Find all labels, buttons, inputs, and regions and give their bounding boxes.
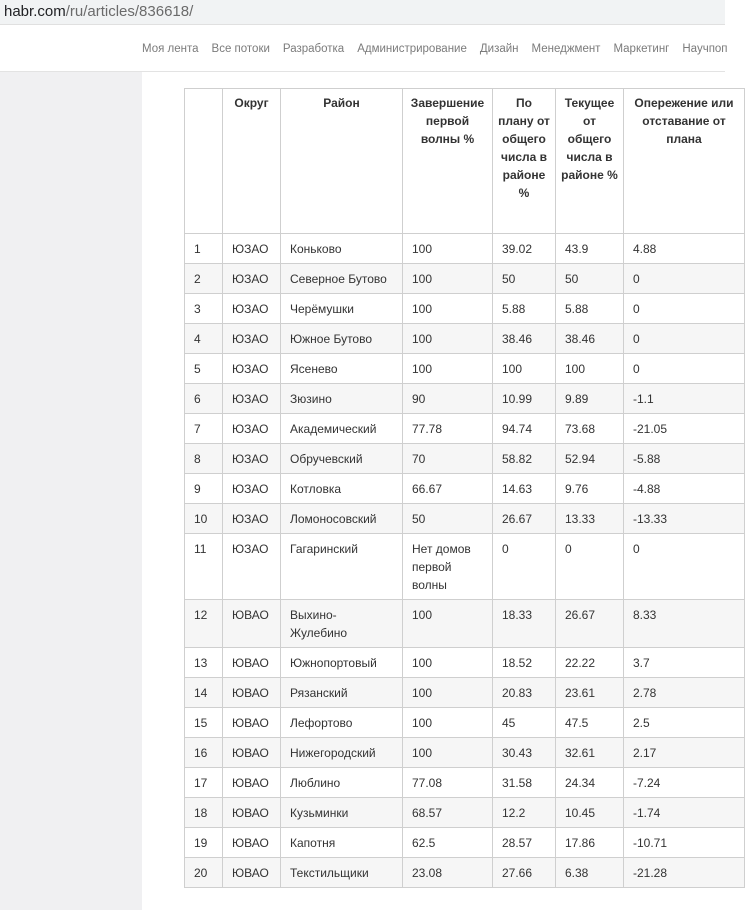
table-cell: 18 [185, 798, 223, 828]
table-row [185, 678, 745, 708]
table-cell: 8 [185, 444, 223, 474]
table-cell: ЮЗАО [223, 504, 281, 534]
table-cell: Коньково [281, 234, 403, 264]
table-cell: 100 [556, 354, 624, 384]
table-cell: Люблино [281, 768, 403, 798]
table-cell: 73.68 [556, 414, 624, 444]
table-row [185, 768, 745, 798]
table-scroll-area[interactable] [184, 88, 734, 918]
table-cell: 94.74 [493, 414, 556, 444]
table-cell: 50 [493, 264, 556, 294]
table-cell: 0 [624, 324, 745, 354]
url-host: habr.com [4, 3, 66, 20]
table-cell: 12 [185, 600, 223, 648]
table-cell: ЮВАО [223, 768, 281, 798]
table-row [185, 264, 745, 294]
table-cell: 100 [403, 354, 493, 384]
table-cell: 23.08 [403, 858, 493, 888]
table-cell: 9.89 [556, 384, 624, 414]
table-cell: 0 [493, 534, 556, 600]
table-row [185, 444, 745, 474]
table-cell: 18.52 [493, 648, 556, 678]
table-row [185, 648, 745, 678]
table-cell: Ломоносовский [281, 504, 403, 534]
table-cell: 100 [403, 648, 493, 678]
top-navigation [0, 25, 728, 72]
table-cell: 9 [185, 474, 223, 504]
table-cell: 18.33 [493, 600, 556, 648]
table-row [185, 858, 745, 888]
nav-item-2[interactable]: Разработка [282, 43, 345, 55]
table-cell: Выхино-Жулебино [281, 600, 403, 648]
table-row [185, 354, 745, 384]
table-cell: 0 [624, 354, 745, 384]
nav-item-1[interactable]: Все потоки [211, 43, 270, 55]
table-cell: 3 [185, 294, 223, 324]
table-cell: 77.78 [403, 414, 493, 444]
table-cell: 24.34 [556, 768, 624, 798]
table-cell: ЮЗАО [223, 234, 281, 264]
table-cell: 47.5 [556, 708, 624, 738]
table-row [185, 414, 745, 444]
table-cell: 100 [403, 738, 493, 768]
table-row [185, 474, 745, 504]
table-cell: 19 [185, 828, 223, 858]
table-cell: 20 [185, 858, 223, 888]
table-cell: 90 [403, 384, 493, 414]
table-cell: 11 [185, 534, 223, 600]
table-cell: 100 [493, 354, 556, 384]
table-cell: -21.28 [624, 858, 745, 888]
table-cell: 5.88 [493, 294, 556, 324]
table-cell: 27.66 [493, 858, 556, 888]
table-row [185, 708, 745, 738]
table-cell: 100 [403, 264, 493, 294]
table-cell: 13 [185, 648, 223, 678]
table-cell: 12.2 [493, 798, 556, 828]
table-cell: ЮВАО [223, 648, 281, 678]
table-row [185, 324, 745, 354]
column-header-5[interactable]: Текущее от общего числа в районе % [556, 89, 624, 234]
table-cell: 10 [185, 504, 223, 534]
table-cell: 5 [185, 354, 223, 384]
table-cell: ЮЗАО [223, 324, 281, 354]
table-cell: ЮЗАО [223, 354, 281, 384]
table-row [185, 828, 745, 858]
table-cell: 45 [493, 708, 556, 738]
table-cell: 14.63 [493, 474, 556, 504]
table-cell: 4.88 [624, 234, 745, 264]
table-cell: Лефортово [281, 708, 403, 738]
table-cell: ЮЗАО [223, 264, 281, 294]
table-cell: 100 [403, 678, 493, 708]
table-cell: 7 [185, 414, 223, 444]
table-cell: Текстильщики [281, 858, 403, 888]
table-cell: 38.46 [493, 324, 556, 354]
table-cell: 100 [403, 234, 493, 264]
table-cell: 100 [403, 324, 493, 354]
table-cell: 70 [403, 444, 493, 474]
table-cell: 4 [185, 324, 223, 354]
table-cell: 31.58 [493, 768, 556, 798]
table-cell: ЮЗАО [223, 534, 281, 600]
table-cell: ЮВАО [223, 678, 281, 708]
table-cell: 2.78 [624, 678, 745, 708]
article-content [142, 72, 734, 910]
table-cell: 100 [403, 294, 493, 324]
table-cell: 32.61 [556, 738, 624, 768]
table-cell: 62.5 [403, 828, 493, 858]
table-row [185, 384, 745, 414]
url-path: /ru/articles/836618/ [65, 3, 194, 20]
table-cell: 23.61 [556, 678, 624, 708]
table-cell: Обручевский [281, 444, 403, 474]
table-cell: 50 [403, 504, 493, 534]
column-header-3[interactable]: Завершение первой волны % [403, 89, 493, 234]
table-row [185, 738, 745, 768]
table-cell: -13.33 [624, 504, 745, 534]
table-cell: 10.45 [556, 798, 624, 828]
table-cell: 0 [556, 534, 624, 600]
column-header-6[interactable]: Опережение или отставание от плана [624, 89, 745, 234]
table-cell: Гагаринский [281, 534, 403, 600]
table-cell: Нет домов первой волны [403, 534, 493, 600]
table-cell: -7.24 [624, 768, 745, 798]
table-cell: Нижегородский [281, 738, 403, 768]
table-cell: 100 [403, 600, 493, 648]
table-cell: Кузьминки [281, 798, 403, 828]
table-cell: -1.74 [624, 798, 745, 828]
nav-item-5[interactable]: Менеджмент [531, 43, 601, 55]
address-bar[interactable] [0, 0, 725, 25]
table-cell: -5.88 [624, 444, 745, 474]
nav-item-7[interactable]: Научпоп [682, 43, 728, 55]
table-cell: 30.43 [493, 738, 556, 768]
table-cell: 2.5 [624, 708, 745, 738]
table-cell: 3.7 [624, 648, 745, 678]
table-cell: 26.67 [556, 600, 624, 648]
table-cell: 22.22 [556, 648, 624, 678]
table-cell: -4.88 [624, 474, 745, 504]
table-cell: 15 [185, 708, 223, 738]
table-cell: ЮВАО [223, 858, 281, 888]
table-cell: ЮВАО [223, 738, 281, 768]
table-cell: 17.86 [556, 828, 624, 858]
table-cell: ЮЗАО [223, 414, 281, 444]
table-cell: 1 [185, 234, 223, 264]
table-cell: 2 [185, 264, 223, 294]
table-row [185, 504, 745, 534]
table-cell: 13.33 [556, 504, 624, 534]
districts-table [184, 88, 745, 888]
table-cell: ЮЗАО [223, 294, 281, 324]
table-cell: 9.76 [556, 474, 624, 504]
table-cell: ЮВАО [223, 708, 281, 738]
nav-item-4[interactable]: Дизайн [479, 43, 519, 55]
table-cell: Котловка [281, 474, 403, 504]
table-cell: Рязанский [281, 678, 403, 708]
table-cell: Южнопортовый [281, 648, 403, 678]
table-cell: 100 [403, 708, 493, 738]
table-cell: ЮЗАО [223, 384, 281, 414]
table-cell: 17 [185, 768, 223, 798]
table-header-row [185, 89, 745, 234]
table-cell: Ясенево [281, 354, 403, 384]
table-cell: 6.38 [556, 858, 624, 888]
table-cell: -21.05 [624, 414, 745, 444]
table-cell: 58.82 [493, 444, 556, 474]
table-cell: 16 [185, 738, 223, 768]
table-cell: Черёмушки [281, 294, 403, 324]
table-cell: 0 [624, 294, 745, 324]
table-row [185, 798, 745, 828]
table-cell: 2.17 [624, 738, 745, 768]
table-cell: ЮВАО [223, 600, 281, 648]
table-cell: Северное Бутово [281, 264, 403, 294]
table-cell: 8.33 [624, 600, 745, 648]
table-row [185, 600, 745, 648]
table-cell: 38.46 [556, 324, 624, 354]
nav-item-0[interactable]: Моя лента [142, 43, 199, 55]
left-sidebar [0, 72, 142, 910]
table-cell: 43.9 [556, 234, 624, 264]
table-cell: Зюзино [281, 384, 403, 414]
table-row [185, 294, 745, 324]
nav-item-3[interactable]: Администрирование [357, 43, 467, 55]
table-cell: 20.83 [493, 678, 556, 708]
table-cell: 68.57 [403, 798, 493, 828]
column-header-1[interactable]: Округ [223, 89, 281, 234]
table-cell: 6 [185, 384, 223, 414]
table-cell: -10.71 [624, 828, 745, 858]
table-cell: ЮЗАО [223, 474, 281, 504]
table-cell: 26.67 [493, 504, 556, 534]
table-cell: 52.94 [556, 444, 624, 474]
table-row [185, 234, 745, 264]
column-header-0[interactable] [185, 89, 223, 234]
table-cell: 28.57 [493, 828, 556, 858]
table-cell: -1.1 [624, 384, 745, 414]
table-cell: 66.67 [403, 474, 493, 504]
table-cell: ЮВАО [223, 798, 281, 828]
nav-items [142, 43, 741, 55]
table-cell: 0 [624, 264, 745, 294]
table-cell: 50 [556, 264, 624, 294]
table-cell: 77.08 [403, 768, 493, 798]
table-cell: Капотня [281, 828, 403, 858]
table-row [185, 534, 745, 600]
table-cell: 10.99 [493, 384, 556, 414]
table-cell: Южное Бутово [281, 324, 403, 354]
table-cell: Академический [281, 414, 403, 444]
table-body [185, 234, 745, 888]
nav-item-6[interactable]: Маркетинг [613, 43, 670, 55]
column-header-2[interactable]: Район [281, 89, 403, 234]
table-cell: 5.88 [556, 294, 624, 324]
table-cell: 39.02 [493, 234, 556, 264]
table-cell: 14 [185, 678, 223, 708]
table-cell: 0 [624, 534, 745, 600]
table-cell: ЮЗАО [223, 444, 281, 474]
table-cell: ЮВАО [223, 828, 281, 858]
column-header-4[interactable]: По плану от общего числа в районе % [493, 89, 556, 234]
